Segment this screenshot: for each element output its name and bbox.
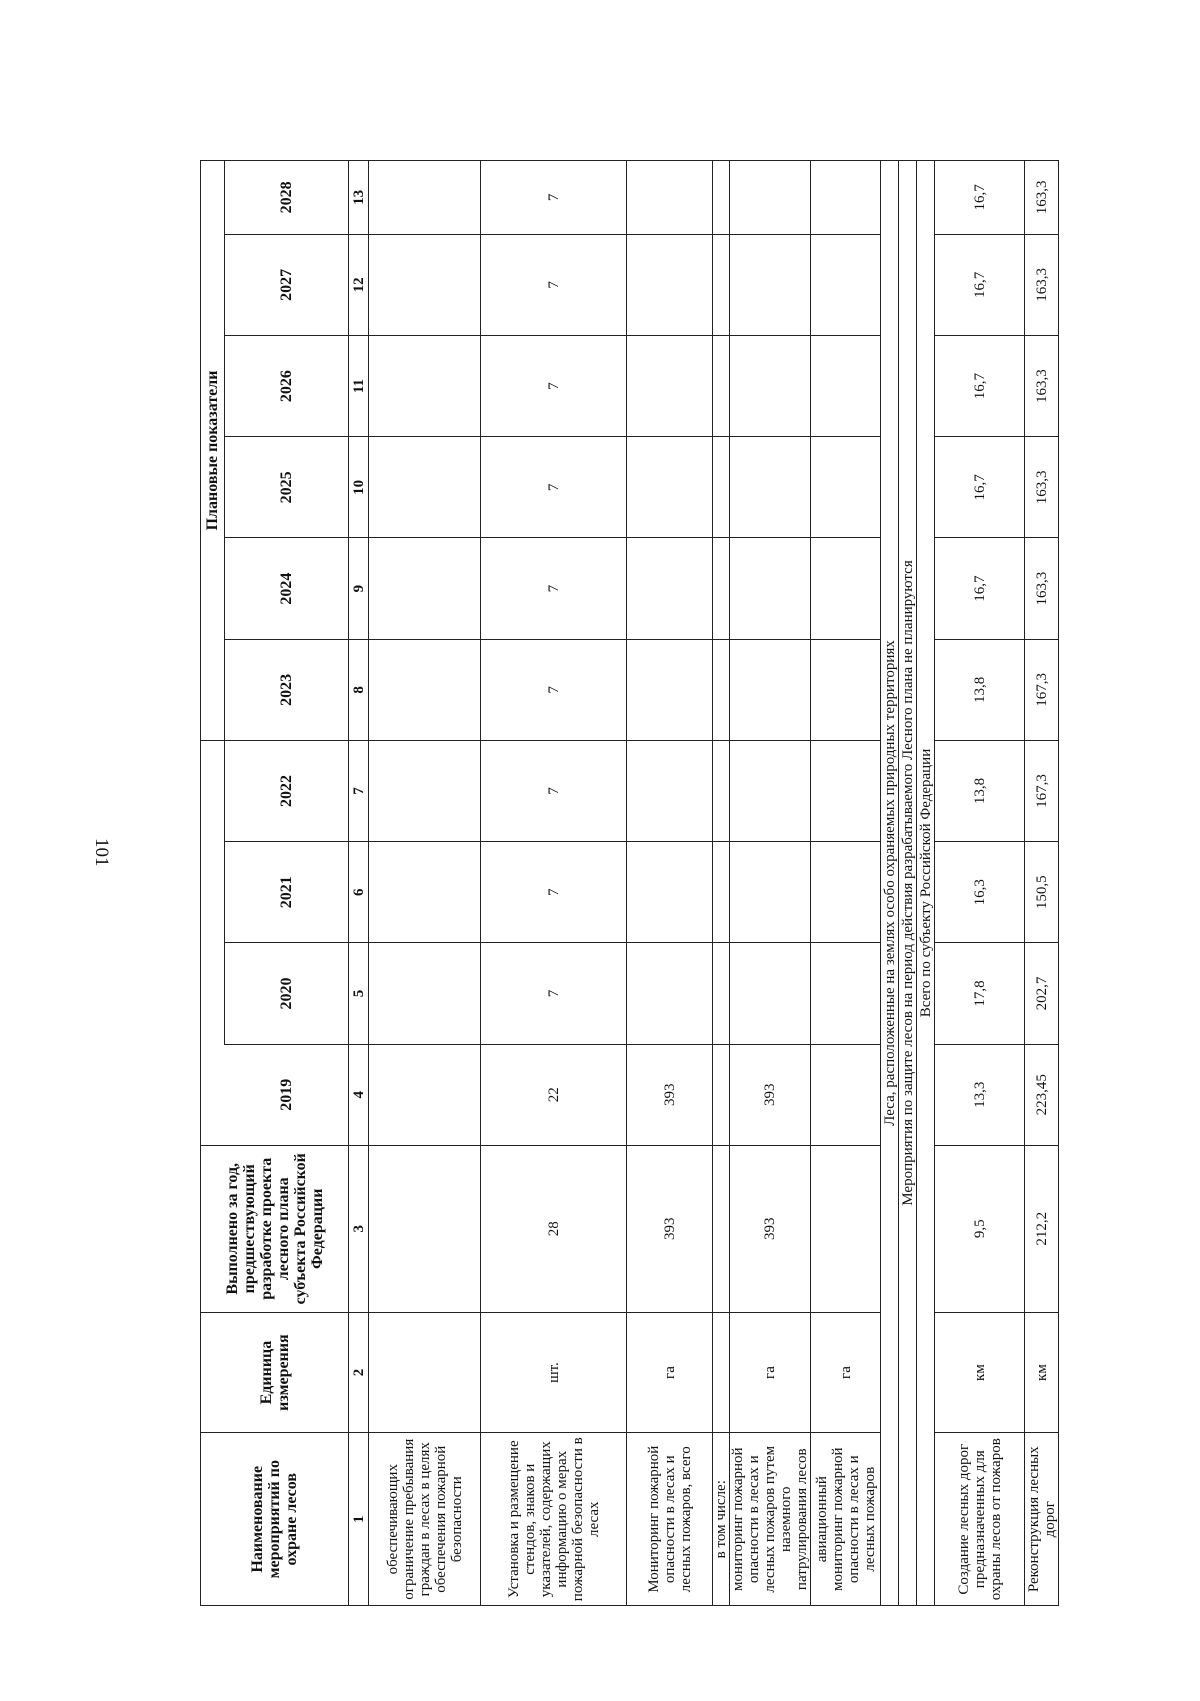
cell-value-2021: 7: [481, 842, 627, 943]
cell-value-2025: [713, 437, 730, 538]
cell-value-2026: 16,7: [935, 335, 1025, 436]
cell-value-2028: 7: [481, 161, 627, 235]
section-row: [899, 161, 917, 1606]
cell-unit: га: [811, 1312, 881, 1433]
page-number: 101: [91, 838, 112, 867]
cell-value-2023: [713, 639, 730, 740]
header-unit: Единица измерения: [201, 1312, 349, 1433]
cell-value-2020: [627, 943, 713, 1044]
table-row: [811, 161, 881, 1606]
cell-value-2020: [730, 943, 811, 1044]
section-rows: [881, 161, 935, 1606]
bottom-rows: [935, 161, 1059, 1606]
cell-value-2023: 7: [481, 639, 627, 740]
cell-value-2028: [811, 161, 881, 235]
cell-value-2026: [730, 335, 811, 436]
cell-value-2028: [730, 161, 811, 235]
cell-value-2026: 7: [481, 335, 627, 436]
cell-done: 393: [730, 1145, 811, 1312]
cell-value-2019: 223,45: [1025, 1044, 1059, 1145]
cell-value-2025: [369, 437, 481, 538]
year-2020: 2020: [225, 943, 349, 1044]
index-cell: 13: [349, 161, 369, 235]
year-2027: 2027: [225, 234, 349, 335]
cell-name: мониторинг пожарной опасности в лесах и лесных пожаров путем наземного патрулирования лесов: [730, 1433, 811, 1606]
cell-name: в том числе:: [713, 1433, 730, 1606]
cell-name: авиационный мониторинг пожарной опасности в лесах и лесных пожаров: [811, 1433, 881, 1606]
cell-value-2021: [369, 842, 481, 943]
cell-value-2027: 7: [481, 234, 627, 335]
cell-value-2019: 393: [730, 1044, 811, 1145]
forest-protection-table: [200, 160, 1059, 1606]
cell-value-2022: 7: [481, 740, 627, 841]
cell-value-2022: [730, 740, 811, 841]
cell-value-2023: [730, 639, 811, 740]
cell-name: Установка и размещение стендов, знаков и указателей, содержащих информацию о мерах пожарной безопасности в лесах: [481, 1433, 627, 1606]
year-2023: 2023: [225, 639, 349, 740]
cell-value-2022: 13,8: [935, 740, 1025, 841]
cell-value-2020: 7: [481, 943, 627, 1044]
cell-value-2025: [730, 437, 811, 538]
index-row: [349, 161, 369, 1606]
index-cell: 1: [349, 1433, 369, 1606]
cell-value-2020: [713, 943, 730, 1044]
cell-unit: га: [730, 1312, 811, 1433]
cell-value-2027: [713, 234, 730, 335]
cell-value-2025: 16,7: [935, 437, 1025, 538]
index-cell: 5: [349, 943, 369, 1044]
cell-value-2025: 163,3: [1025, 437, 1059, 538]
cell-value-2023: [369, 639, 481, 740]
cell-value-2027: [627, 234, 713, 335]
cell-value-2019: 393: [627, 1044, 713, 1145]
cell-value-2024: [369, 538, 481, 639]
cell-value-2027: [811, 234, 881, 335]
cell-value-2024: 7: [481, 538, 627, 639]
section-title: Мероприятия по защите лесов на период действия разрабатываемого Лесного плана не планируются: [899, 161, 917, 1606]
cell-done: 28: [481, 1145, 627, 1312]
year-2028: 2028: [225, 161, 349, 235]
cell-value-2024: 163,3: [1025, 538, 1059, 639]
cell-name: обеспечивающих ограничение пребывания граждан в лесах в целях обеспечения пожарной безопасности: [369, 1433, 481, 1606]
cell-value-2027: [730, 234, 811, 335]
cell-value-2026: 163,3: [1025, 335, 1059, 436]
cell-value-2025: [627, 437, 713, 538]
cell-value-2019: 22: [481, 1044, 627, 1145]
cell-value-2024: 16,7: [935, 538, 1025, 639]
cell-value-2021: [713, 842, 730, 943]
cell-value-2028: 163,3: [1025, 161, 1059, 235]
table-row: [481, 161, 627, 1606]
header-name: Наименование мероприятий по охране лесов: [201, 1433, 349, 1606]
year-2026: 2026: [225, 335, 349, 436]
cell-value-2024: [627, 538, 713, 639]
cell-value-2023: 13,8: [935, 639, 1025, 740]
section-row: [917, 161, 935, 1606]
cell-value-2024: [811, 538, 881, 639]
index-cell: 7: [349, 740, 369, 841]
cell-value-2022: [369, 740, 481, 841]
cell-value-2020: [811, 943, 881, 1044]
header-plan: Плановые показатели: [201, 161, 225, 741]
index-cell: 4: [349, 1044, 369, 1145]
cell-value-2026: [627, 335, 713, 436]
cell-value-2023: [627, 639, 713, 740]
cell-unit: км: [935, 1312, 1025, 1433]
cell-done: 393: [627, 1145, 713, 1312]
cell-done: [811, 1145, 881, 1312]
cell-value-2024: [713, 538, 730, 639]
index-cell: 10: [349, 437, 369, 538]
section-row: [881, 161, 899, 1606]
section-title: Всего по субъекту Российской Федерации: [917, 161, 935, 1606]
cell-done: [713, 1145, 730, 1312]
cell-value-2026: [811, 335, 881, 436]
year-2025: 2025: [225, 437, 349, 538]
cell-value-2028: [369, 161, 481, 235]
cell-done: [369, 1145, 481, 1312]
index-cell: 8: [349, 639, 369, 740]
table-row: [730, 161, 811, 1606]
cell-value-2019: [811, 1044, 881, 1145]
cell-name: Реконструкция лесных дорог: [1025, 1433, 1059, 1606]
cell-name: Мониторинг пожарной опасности в лесах и лесных пожаров, всего: [627, 1433, 713, 1606]
cell-value-2027: [369, 234, 481, 335]
table-row: [1025, 161, 1059, 1606]
cell-value-2024: [730, 538, 811, 639]
cell-value-2028: [713, 161, 730, 235]
cell-value-2025: [811, 437, 881, 538]
cell-value-2020: [369, 943, 481, 1044]
section-title: Леса, расположенные на землях особо охраняемых природных территориях: [881, 161, 899, 1606]
cell-unit: км: [1025, 1312, 1059, 1433]
cell-unit: [713, 1312, 730, 1433]
cell-value-2026: [713, 335, 730, 436]
cell-done: 212,2: [1025, 1145, 1059, 1312]
cell-value-2019: [369, 1044, 481, 1145]
table-row: [369, 161, 481, 1606]
cell-value-2025: 7: [481, 437, 627, 538]
rotated-table-wrapper: [200, 160, 1126, 1606]
cell-value-2021: [730, 842, 811, 943]
year-2021: 2021: [225, 842, 349, 943]
cell-unit: [369, 1312, 481, 1433]
cell-value-2028: 16,7: [935, 161, 1025, 235]
cell-value-2023: 167,3: [1025, 639, 1059, 740]
table-row: [935, 161, 1025, 1606]
cell-value-2021: [627, 842, 713, 943]
cell-value-2020: 17,8: [935, 943, 1025, 1044]
cell-value-2021: 150,5: [1025, 842, 1059, 943]
data-rows: [369, 161, 881, 1606]
cell-unit: га: [627, 1312, 713, 1433]
cell-value-2019: 13,3: [935, 1044, 1025, 1145]
cell-value-2020: 202,7: [1025, 943, 1059, 1044]
cell-value-2027: 16,7: [935, 234, 1025, 335]
header-done: Выполнено за год, предшествующий разработке проекта лесного плана субъекта Российской Федерации: [201, 1145, 349, 1312]
cell-value-2022: 167,3: [1025, 740, 1059, 841]
cell-name: Создание лесных дорог предназначенных для охраны лесов от пожаров: [935, 1433, 1025, 1606]
table-row: [713, 161, 730, 1606]
index-cell: 9: [349, 538, 369, 639]
index-cell: 12: [349, 234, 369, 335]
cell-unit: шт.: [481, 1312, 627, 1433]
year-2024: 2024: [225, 538, 349, 639]
cell-value-2019: [713, 1044, 730, 1145]
table-row: [627, 161, 713, 1606]
index-cell: 2: [349, 1312, 369, 1433]
cell-value-2027: 163,3: [1025, 234, 1059, 335]
cell-value-2021: 16,3: [935, 842, 1025, 943]
cell-value-2023: [811, 639, 881, 740]
cell-done: 9,5: [935, 1145, 1025, 1312]
cell-value-2022: [713, 740, 730, 841]
cell-value-2028: [627, 161, 713, 235]
cell-value-2021: [811, 842, 881, 943]
year-2022: 2022: [225, 740, 349, 841]
index-cell: 6: [349, 842, 369, 943]
cell-value-2022: [811, 740, 881, 841]
header-row-1: [201, 161, 225, 1606]
cell-value-2022: [627, 740, 713, 841]
cell-value-2026: [369, 335, 481, 436]
index-cell: 3: [349, 1145, 369, 1312]
index-cell: 11: [349, 335, 369, 436]
year-2019: 2019: [225, 1044, 349, 1145]
